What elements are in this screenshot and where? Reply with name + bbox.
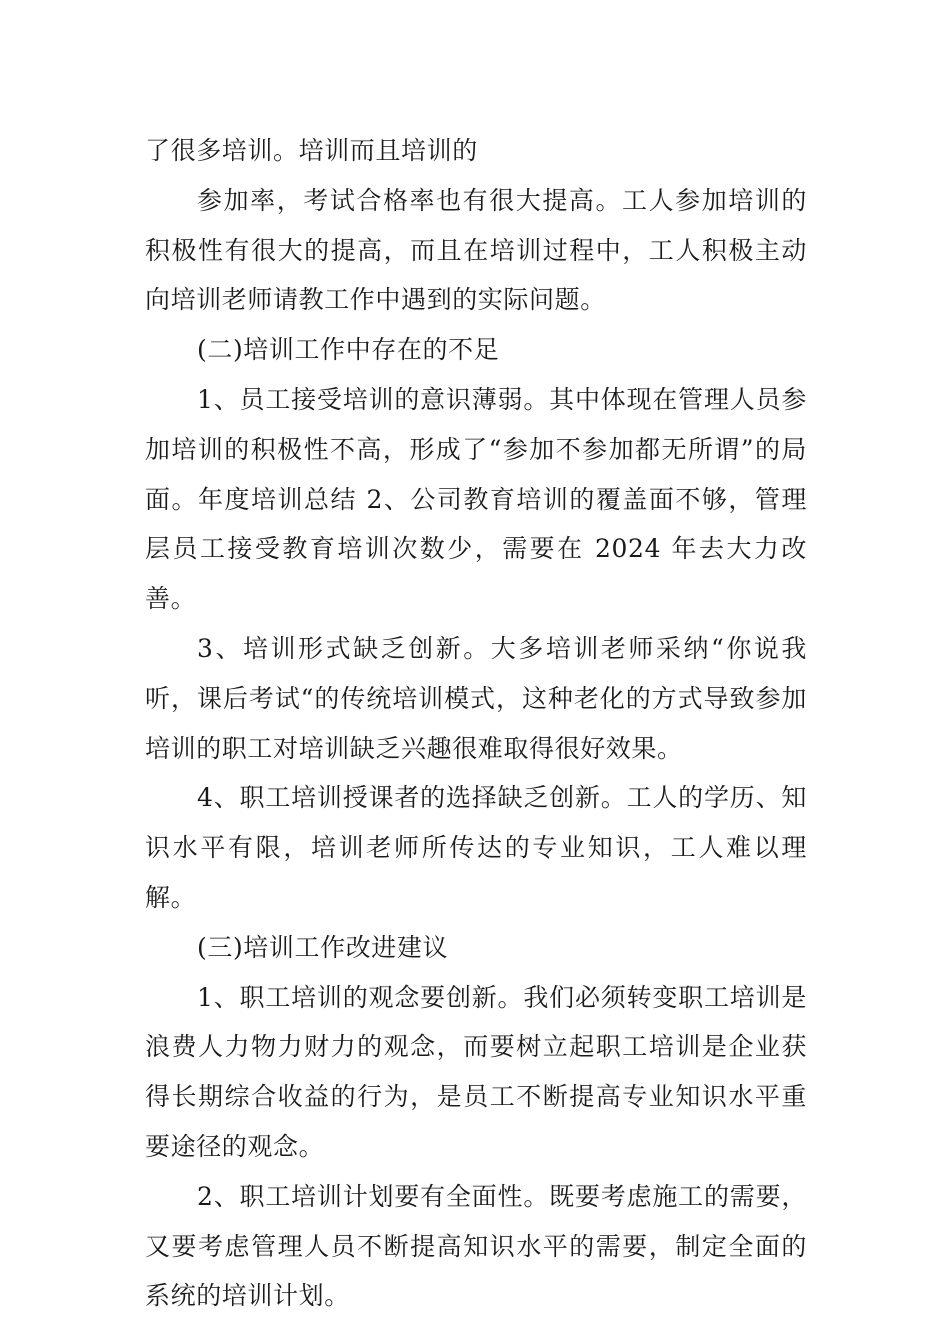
paragraph-suggestion-2: 2、职工培训计划要有全面性。既要考虑施工的需要，又要考虑管理人员不断提高知识水平的需要，制定全面的系统的培训计划。 <box>145 1181 807 1311</box>
document-body <box>145 126 807 1321</box>
paragraph-shortcoming-3: 3、培训形式缺乏创新。大多培训老师采纳“你说我听，课后考试“的传统培训模式，这种老化的方式导致参加培训的职工对培训缺乏兴趣很难取得很好效果。 <box>145 633 807 763</box>
section-heading-shortcomings: (二)培训工作中存在的不足 <box>197 335 500 365</box>
paragraph-continuation: 了很多培训。培训而且培训的 <box>145 136 478 165</box>
paragraph-shortcoming-1: 1、员工接受培训的意识薄弱。其中体现在管理人员参加培训的积极性不高，形成了“参加不参加都无所谓”的局面。年度培训总结 2、公司教育培训的覆盖面不够，管理层员工接受教育培训次数少，需要在 2024 年去大力改善。 <box>145 384 807 614</box>
section-heading-suggestions: (三)培训工作改进建议 <box>197 932 449 962</box>
paragraph-suggestion-1: 1、职工培训的观念要创新。我们必须转变职工培训是浪费人力物力财力的观念，而要树立起职工培训是企业获得长期综合收益的行为，是员工不断提高专业知识水平重要途径的观念。 <box>145 982 807 1161</box>
paragraph-shortcoming-4: 4、职工培训授课者的选择缺乏创新。工人的学历、知识水平有限，培训老师所传达的专业知识，工人难以理解。 <box>145 783 807 912</box>
paragraph-participation-rate: 参加率，考试合格率也有很大提高。工人参加培训的积极性有很大的提高，而且在培训过程中，工人积极主动向培训老师请教工作中遇到的实际问题。 <box>145 185 807 315</box>
